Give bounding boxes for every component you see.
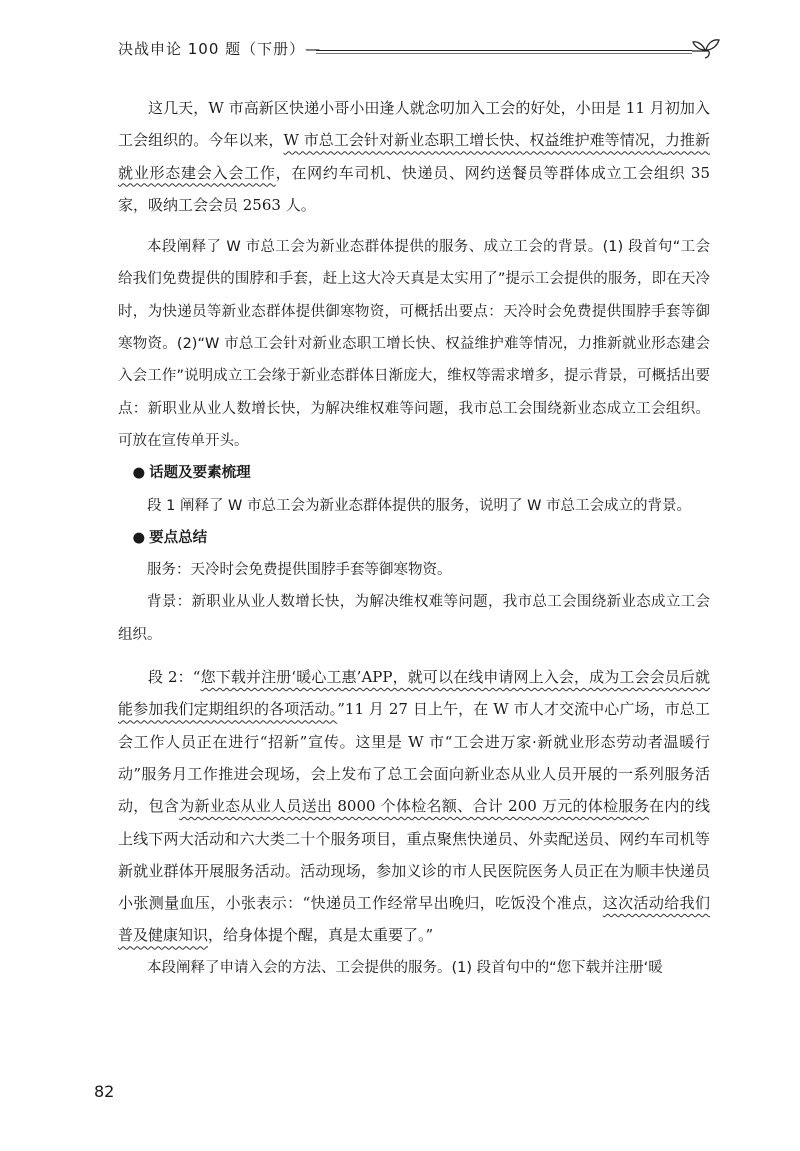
- header-rule-thin: [316, 53, 692, 54]
- analysis-paragraph-2: 本段阐释了申请入会的方法、工会提供的服务。(1) 段首句中的“您下载并注册‘暖: [147, 959, 663, 976]
- heading-text: 要点总结: [149, 529, 208, 546]
- section-heading-key-points: [118, 522, 710, 554]
- text-span: ”11 月 27 日上午，在 W 市人才交流中心广场，市总工会工作人员正在进行“招新”宣传。这里是 W 市“工会进万家·新就业形态劳动者温暖行动”服务月工作推进会现场，会上发布了总工会面向新业态从业人员开展的一系列服务活动，包含: [118, 700, 710, 816]
- sprout-icon: [688, 34, 722, 64]
- underlined-text: 您下载并注册‘暖心工惠’APP，就可以在线申请网上入会，成为工会会员后就能参加我们定期组织的各项活动。: [118, 668, 710, 719]
- key-point-service: 服务：天冷时会免费提供围脖手套等御寒物资。: [147, 562, 452, 579]
- book-title: 决战申论 100 题（下册）—: [118, 40, 322, 58]
- paragraph-1: [118, 92, 710, 221]
- text-span: 在内的线上线下两大活动和六大类二十个服务项目，重点聚焦快递员、外卖配送员、网约车司机等新就业群体开展服务活动。活动现场，参加义诊的市人民医院医务人员正在为顺丰快递员小张测量血压，小张表示：“快递员工作经常早出晚归，吃饭没个准点，: [118, 797, 710, 913]
- underlined-text: 这次活动给我们普及健康知识: [118, 894, 710, 945]
- text-span: ，在网约车司机、快递员、网约送餐员等群体成立工会组织 35 家，吸纳工会会员 2563 人。: [118, 163, 710, 214]
- topic-summary: 段 1 阐释了 W 市总工会为新业态群体提供的服务，说明了 W 市总工会成立的背景。: [147, 497, 692, 514]
- running-header: [118, 36, 718, 66]
- header-rule: [316, 50, 692, 51]
- text-span: 段 2：“: [148, 668, 201, 687]
- heading-text: 话题及要素梳理: [149, 465, 251, 482]
- key-point-background: 背景：新职业从业人数增长快，为解决维权难等问题，我市总工会围绕新业态成立工会组织。: [118, 594, 710, 643]
- bullet-icon: ●: [132, 529, 146, 546]
- page-number: 82: [94, 1082, 115, 1101]
- page-content: [118, 92, 710, 984]
- paragraph-2: [118, 661, 710, 952]
- bullet-icon: ●: [132, 465, 146, 482]
- section-heading-topic: [118, 457, 710, 489]
- underlined-text: W 市总工会针对新业态职工增长快、权益维护难等情况，: [283, 131, 665, 150]
- text-span: 这几天，W 市高新区快递小哥小田逢人就念叨加入工会的好处，小田是 11 月初加入工会组织的。今年以来，: [118, 99, 710, 150]
- underlined-text: 为新业态从业人员送出 8000 个体检名额、合计 200 万元的体检服务: [179, 797, 650, 816]
- analysis-paragraph-1: 本段阐释了 W 市总工会为新业态群体提供的服务、成立工会的背景。(1) 段首句“工会给我们免费提供的围脖和手套，赶上这大冷天真是太实用了”提示工会提供的服务，即在天冷时，为快递员等新业态群体提供御寒物资，可概括出要点：天冷时会免费提供围脖手套等御寒物资。(2)“W 市总工会针对新业态职工增长快、权益维护难等情况，力推新就业形态建会入会工作”说明成立工会缘于新业态群体日渐庞大，维权等需求增多，提示背景，可概括出要点：新职业从业人数增长快，为解决维权难等问题，我市总工会围绕新业态成立工会组织。可放在宣传单开头。: [118, 239, 710, 449]
- text-span: ，给身体提个醒，真是太重要了。”: [208, 926, 434, 945]
- underlined-text: 力推新就业形态建会入会工作: [118, 131, 710, 182]
